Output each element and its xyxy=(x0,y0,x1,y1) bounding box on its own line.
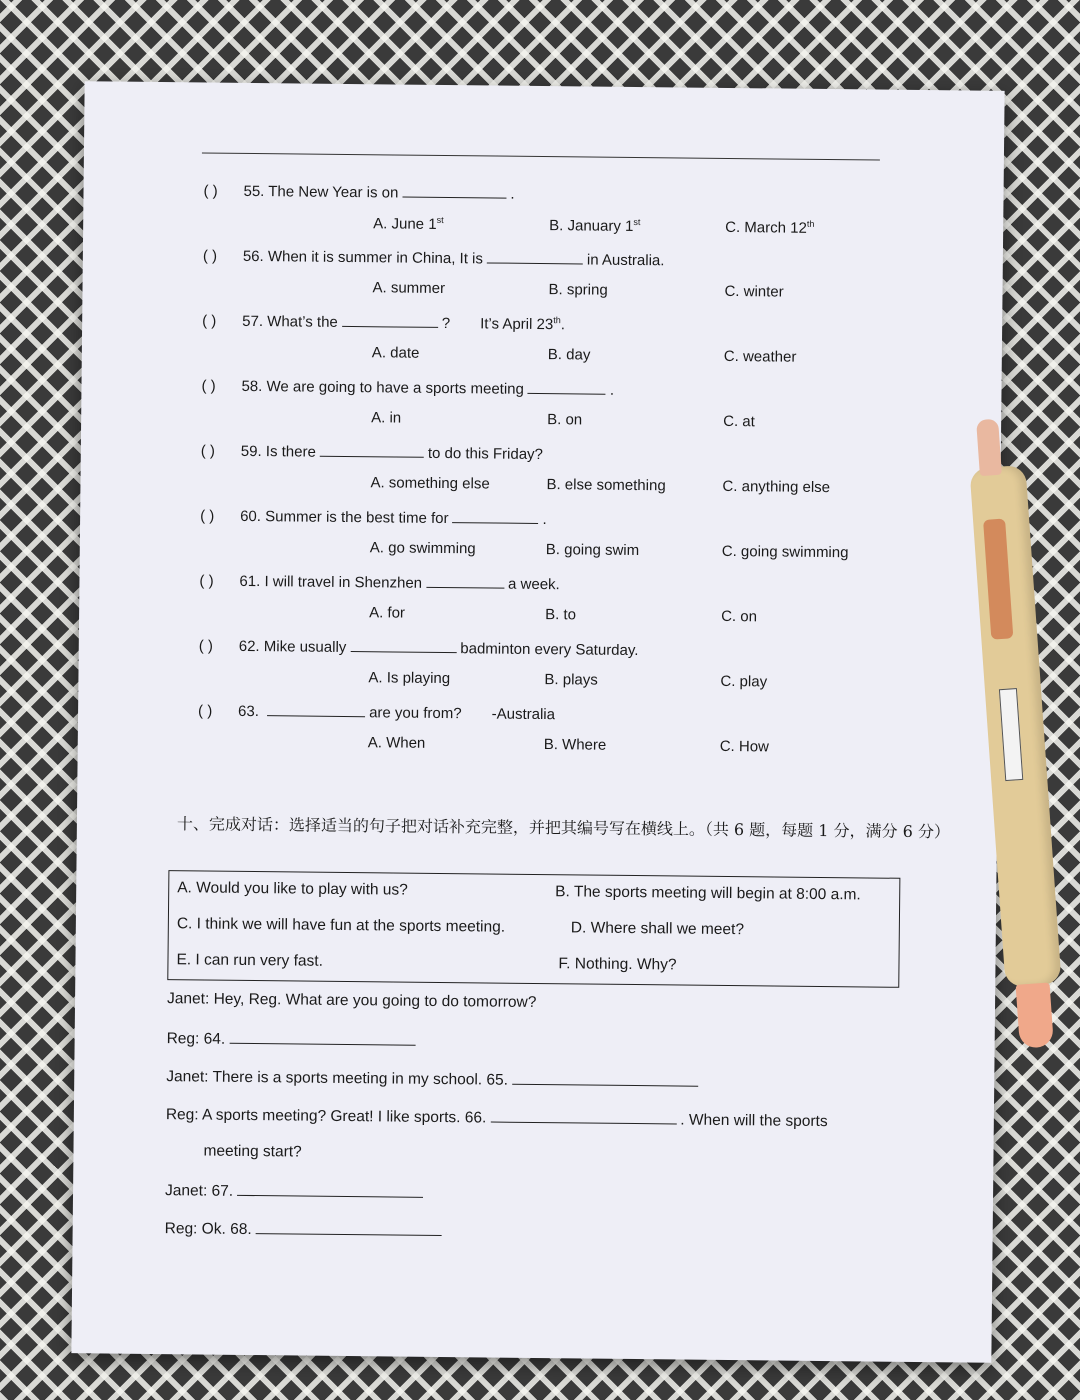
option-a[interactable] xyxy=(368,734,426,752)
punctuation: . xyxy=(560,316,566,334)
pen-tip xyxy=(1016,982,1054,1048)
question-number: 62. xyxy=(238,637,260,656)
question-number: 59. xyxy=(240,442,262,461)
option-c[interactable] xyxy=(722,478,830,496)
question-text: We are going to have a sports meeting xyxy=(266,378,524,398)
answer-blank[interactable] xyxy=(342,312,438,328)
dialogue-text: Reg: A sports meeting? Great! I like sports. 66. xyxy=(165,1106,487,1127)
dialogue-text: Janet: Hey, Reg. What are you going to do tomorrow? xyxy=(166,990,537,1011)
option-label: C. winter xyxy=(724,282,784,301)
question-line xyxy=(199,570,560,593)
option-b[interactable] xyxy=(548,346,591,363)
option-label: B. going swim xyxy=(545,541,640,560)
answer-paren[interactable]: ( ) xyxy=(198,702,213,720)
question-text-after: . xyxy=(609,381,615,399)
question-line xyxy=(200,505,547,528)
dialogue-line xyxy=(165,1218,446,1241)
question-line xyxy=(202,310,565,333)
option-label: B. January 1 xyxy=(549,217,634,235)
dialogue-line xyxy=(167,990,536,1012)
option-label: C. March 12 xyxy=(725,218,807,237)
answer-paren[interactable]: ( ) xyxy=(200,442,216,460)
section-title: 十、完成对话：选择适当的句子把对话补充完整，并把其编号写在横线上。（共 6 题，每题 1 分，满分 6 分） xyxy=(176,814,951,842)
choice-e: E. I can run very fast. xyxy=(176,951,324,970)
option-a[interactable] xyxy=(370,474,489,492)
question-list xyxy=(85,81,1005,756)
option-b[interactable] xyxy=(546,476,665,494)
question-text-after: . xyxy=(542,511,547,529)
question-text: I will travel in Shenzhen xyxy=(264,573,423,592)
answer-blank[interactable] xyxy=(512,1070,698,1087)
option-label: C. at xyxy=(723,412,755,431)
ordinal-suffix: th xyxy=(806,218,815,229)
option-c[interactable] xyxy=(721,608,757,625)
pen-clip xyxy=(976,419,1002,476)
question-text: The New Year is on xyxy=(268,183,399,202)
option-c[interactable] xyxy=(720,738,769,756)
option-label: A. summer xyxy=(372,279,446,298)
question-number: 60. xyxy=(240,507,262,526)
answer-paren[interactable]: ( ) xyxy=(200,507,215,525)
answer-paren[interactable]: ( ) xyxy=(199,572,214,590)
question-text-after: . xyxy=(510,185,515,203)
option-b[interactable] xyxy=(544,671,598,689)
answer-blank[interactable] xyxy=(426,573,504,589)
answer-paren[interactable]: ( ) xyxy=(201,377,216,395)
option-b[interactable] xyxy=(545,606,576,623)
question-response: -Australia xyxy=(491,705,556,724)
option-a[interactable] xyxy=(372,279,445,297)
option-a[interactable] xyxy=(373,214,444,233)
question-text-after: to do this Friday? xyxy=(427,444,544,464)
dialogue-line xyxy=(166,1066,702,1092)
option-label: A. Is playing xyxy=(368,669,451,688)
dialogue-text: Janet: 67. xyxy=(164,1182,234,1200)
option-label: A. go swimming xyxy=(369,539,476,558)
question-line xyxy=(203,180,514,202)
question-line xyxy=(199,635,639,659)
option-label: C. going swimming xyxy=(721,542,849,562)
option-c[interactable] xyxy=(725,218,814,237)
choice-a: A. Would you like to play with us? xyxy=(177,879,408,899)
option-label: A. date xyxy=(371,344,420,362)
option-label: C. on xyxy=(721,607,758,626)
option-a[interactable] xyxy=(370,539,476,557)
dialogue-text: Reg: 64. xyxy=(166,1030,226,1048)
question-text-after: ? xyxy=(441,314,451,333)
option-c[interactable] xyxy=(724,283,783,301)
question-response: It’s April 23 xyxy=(480,315,554,334)
answer-blank[interactable] xyxy=(320,442,424,458)
ordinal-suffix: th xyxy=(553,315,561,326)
dialogue-line xyxy=(203,1143,301,1162)
question-number: 63. xyxy=(238,702,260,721)
question-number: 61. xyxy=(239,572,261,591)
header-rule xyxy=(202,152,880,160)
answer-paren[interactable]: ( ) xyxy=(198,637,214,655)
option-label: B. to xyxy=(545,606,577,624)
answer-blank[interactable] xyxy=(453,508,539,524)
option-b[interactable] xyxy=(548,281,607,299)
dialogue-text: Janet: There is a sports meeting in my school. 65. xyxy=(166,1068,509,1089)
question-number: 56. xyxy=(242,247,264,266)
option-b[interactable] xyxy=(547,411,582,428)
option-label: A. for xyxy=(369,604,406,622)
dialogue-tail: . When will the sports xyxy=(680,1111,828,1131)
answer-blank[interactable] xyxy=(528,379,606,395)
choice-box xyxy=(167,870,900,988)
option-label: C. play xyxy=(720,672,768,691)
choice-c: C. I think we will have fun at the sports meeting. xyxy=(176,915,506,936)
ordinal-suffix: st xyxy=(633,216,641,228)
answer-paren[interactable]: ( ) xyxy=(202,247,218,265)
answer-blank[interactable] xyxy=(256,1219,442,1236)
option-label: C. weather xyxy=(723,347,797,366)
question-text-after: in Australia. xyxy=(586,251,665,270)
option-a[interactable] xyxy=(368,669,450,687)
question-number: 58. xyxy=(241,377,263,396)
option-label: B. Where xyxy=(543,736,607,754)
question-line xyxy=(201,375,614,398)
answer-blank[interactable] xyxy=(487,248,583,264)
question-text-after: badminton every Saturday. xyxy=(460,640,639,660)
dialogue-text: meeting start? xyxy=(203,1142,302,1161)
option-label: C. How xyxy=(719,737,770,756)
question-text: Mike usually xyxy=(263,638,347,656)
answer-paren[interactable]: ( ) xyxy=(202,312,217,330)
dialogue-text: Reg: Ok. 68. xyxy=(164,1220,252,1239)
option-label: B. else something xyxy=(546,476,666,495)
option-c[interactable] xyxy=(722,543,849,561)
question-line xyxy=(203,245,665,269)
option-b[interactable] xyxy=(544,736,607,754)
option-label: C. anything else xyxy=(722,477,831,497)
option-label: B. on xyxy=(547,411,583,429)
option-a[interactable] xyxy=(372,344,420,361)
ordinal-suffix: st xyxy=(436,214,444,225)
option-b[interactable] xyxy=(546,541,640,559)
question-text: When it is summer in China, It is xyxy=(267,248,484,268)
question-text-after: a week. xyxy=(507,575,560,594)
question-text: Summer is the best time for xyxy=(265,508,449,528)
choice-d: D. Where shall we meet? xyxy=(570,919,745,939)
question-number: 55. xyxy=(243,182,265,201)
option-a[interactable] xyxy=(371,409,401,426)
answer-blank[interactable] xyxy=(229,1029,415,1046)
question-text: What’s the xyxy=(267,313,338,331)
answer-blank[interactable] xyxy=(237,1181,423,1198)
answer-paren[interactable]: ( ) xyxy=(203,182,218,200)
option-b[interactable] xyxy=(549,216,640,235)
question-text-after: are you from? xyxy=(369,704,462,723)
option-label: B. day xyxy=(547,346,591,364)
question-number: 57. xyxy=(242,312,264,331)
option-a[interactable] xyxy=(369,604,405,621)
question-line xyxy=(198,700,555,723)
choice-b: B. The sports meeting will begin at 8:00 a.m. xyxy=(555,883,861,904)
option-label: B. plays xyxy=(544,671,598,689)
dialogue-line xyxy=(165,1180,427,1203)
option-c[interactable] xyxy=(720,673,767,690)
option-label: A. When xyxy=(367,734,426,752)
choice-f: F. Nothing. Why? xyxy=(558,955,677,974)
exam-sheet xyxy=(71,81,1004,1363)
question-line xyxy=(201,440,543,463)
answer-blank[interactable] xyxy=(402,183,506,199)
dialogue-line xyxy=(167,1028,420,1051)
option-c[interactable] xyxy=(724,348,797,366)
option-label: A. June 1 xyxy=(373,215,437,233)
answer-blank[interactable] xyxy=(350,637,456,653)
option-c[interactable] xyxy=(723,413,755,430)
question-text: Is there xyxy=(265,443,316,461)
answer-blank[interactable] xyxy=(490,1108,676,1125)
dialogue-line xyxy=(166,1104,828,1131)
option-label: A. something else xyxy=(370,474,490,493)
answer-blank[interactable] xyxy=(267,701,365,717)
option-label: A. in xyxy=(371,409,402,427)
option-label: B. spring xyxy=(548,281,608,299)
